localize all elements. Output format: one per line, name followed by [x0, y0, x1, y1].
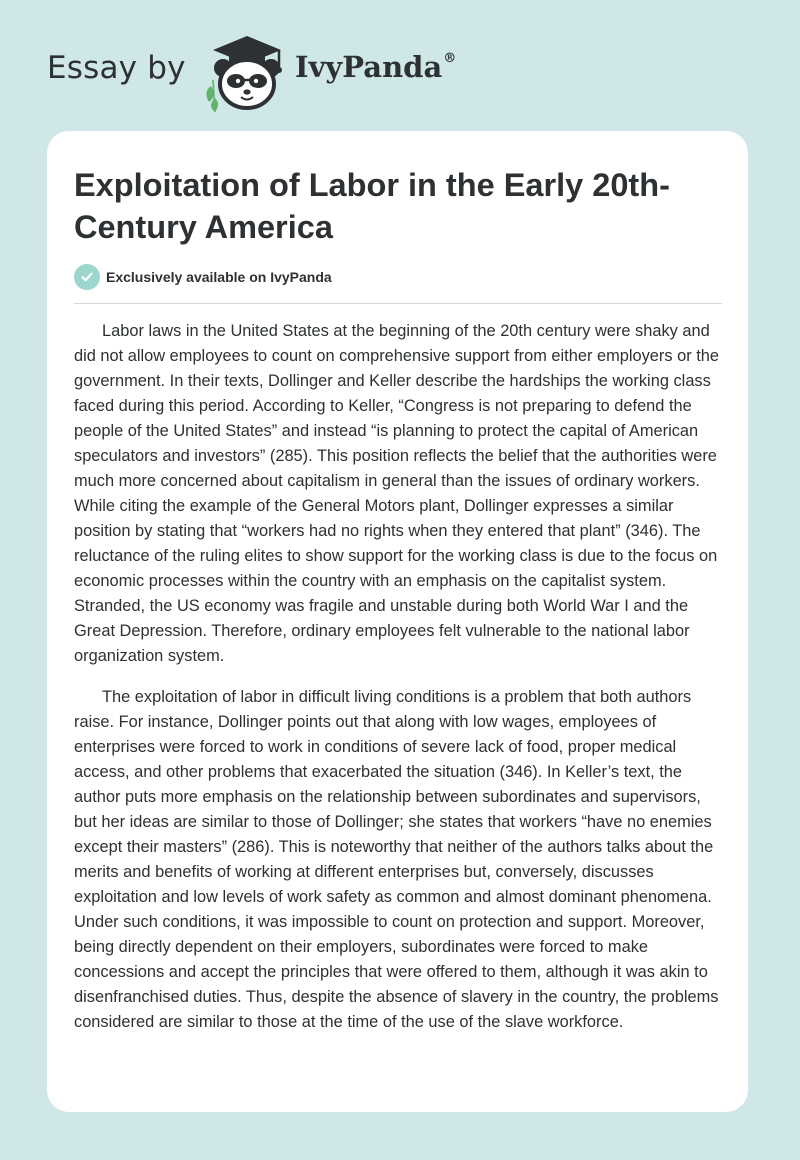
- exclusive-badge: [74, 264, 332, 290]
- registered-mark: ®: [443, 51, 457, 67]
- check-icon: [74, 264, 100, 290]
- paragraph: Labor laws in the United States at the beginning of the 20th century were shaky and did not allow employees to count on comprehensive support from either employers or the government. In their texts, Dollinger and Keller describe the hardships the working class faced during this period. According to Keller, “Congress is not preparing to defend the people of the United States” and instead “is planning to protect the capital of American speculators and investors” (285). This position reflects the belief that the authorities were much more concerned about capitalism in general than the issues of ordinary workers. While citing the example of the General Motors plant, Dollinger expresses a similar position by stating that “workers had no rights when they entered that plant” (346). The reluctance of the ruling elites to show support for the working class is due to the focus on economic processes within the country with an emphasis on the capitalist system. Stranded, the US economy was fragile and unstable during both World War I and the Great Depression. Therefore, ordinary employees felt vulnerable to the national labor organization system.: [74, 322, 720, 665]
- exclusive-label: Exclusively available on IvyPanda: [106, 269, 332, 285]
- essay-body: [74, 319, 722, 1051]
- panda-graduate-icon[interactable]: [201, 34, 293, 112]
- essay-card: [47, 131, 748, 1112]
- essay-title: Exploitation of Labor in the Early 20th-Century America: [74, 167, 670, 245]
- site-header: [47, 30, 467, 110]
- essay-by-label: Essay by: [47, 50, 186, 86]
- brand-name[interactable]: IvyPanda®: [295, 50, 457, 84]
- divider: [74, 303, 722, 304]
- paragraph: The exploitation of labor in difficult living conditions is a problem that both authors raise. For instance, Dollinger points out that along with low wages, employees of enterprises were forced to work in conditions of severe lack of food, proper medical access, and other problems that exacerbated the situation (346). In Keller’s text, the author puts more emphasis on the relationship between subordinates and supervisors, but her ideas are similar to those of Dollinger; she states that workers “have no enemies except their masters” (286). This is noteworthy that neither of the authors talks about the merits and benefits of working at different enterprises but, conversely, discusses exploitation and low levels of work safety as common and almost dominant phenomena. Under such conditions, it was impossible to count on protection and support. Moreover, being directly dependent on their employers, subordinates were forced to make concessions and accept the principles that were offered to them, although it was akin to disenfranchised duties. Thus, despite the absence of slavery in the country, the problems considered are similar to those at the time of the use of the slave workforce.: [74, 688, 719, 1031]
